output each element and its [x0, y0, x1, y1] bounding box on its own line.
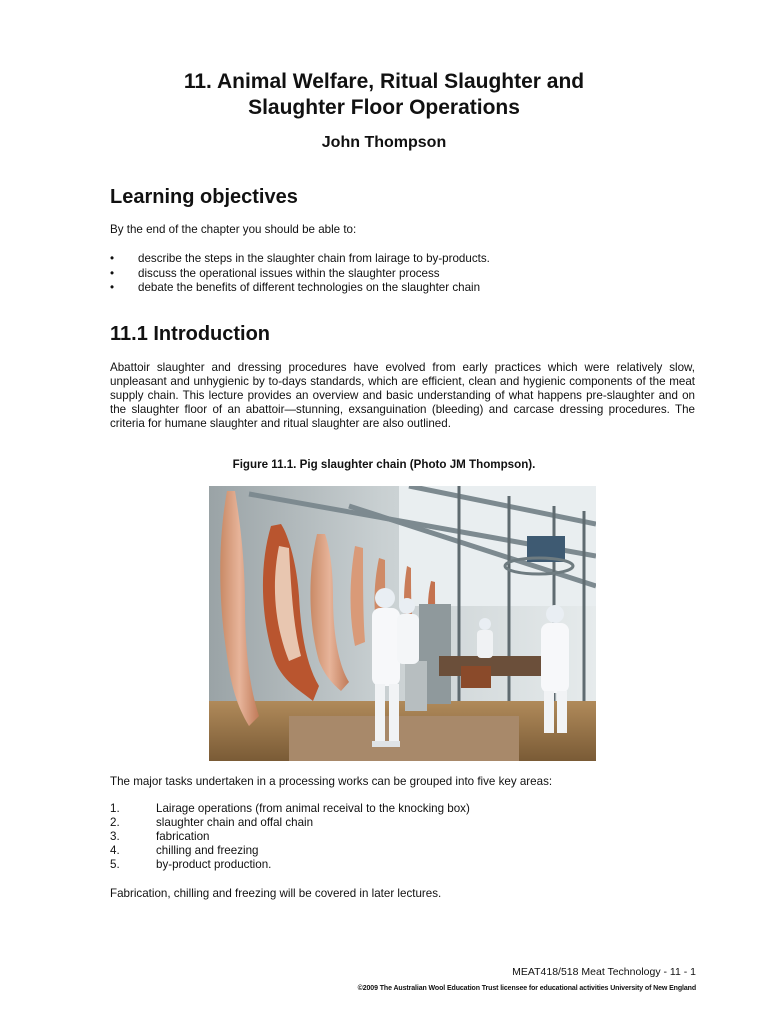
list-item	[110, 858, 695, 872]
list-item	[110, 830, 695, 844]
list-item-text: chilling and freezing	[156, 844, 259, 857]
tasks-intro: The major tasks undertaken in a processing works can be grouped into five key areas:	[110, 775, 553, 788]
chapter-title	[60, 69, 708, 121]
learning-objectives-list	[110, 252, 695, 296]
list-item	[110, 267, 695, 282]
list-item-text: slaughter chain and offal chain	[156, 816, 314, 829]
list-number: 2.	[110, 816, 120, 829]
list-item	[110, 802, 695, 816]
page-footer: MEAT418/518 Meat Technology - 11 - 1	[512, 966, 696, 978]
list-item	[110, 252, 695, 267]
list-item-text: by-product production.	[156, 858, 272, 871]
learning-objectives-heading: Learning objectives	[110, 186, 298, 208]
list-item	[110, 281, 695, 296]
bullet-glyph: •	[110, 281, 115, 294]
introduction-paragraph: Abattoir slaughter and dressing procedures have evolved from early practices which were relatively slow, unpleasant and unhygienic by to-days standards, which are efficient, clean and hygienic components of the meat supply chain. This lecture provides an overview and basic understanding of what happens pre-slaughter and on the slaughter floor of an abattoir—stunning, exsanguination (bleeding) and carcase dressing procedures. The criteria for humane slaughter and ritual slaughter are also outlined.	[110, 361, 695, 430]
list-number: 4.	[110, 844, 120, 857]
list-number: 1.	[110, 802, 120, 815]
list-item-text: debate the benefits of different technologies on the slaughter chain	[138, 281, 481, 294]
learning-objectives-intro: By the end of the chapter you should be able to:	[110, 223, 357, 236]
introduction-heading: 11.1 Introduction	[110, 323, 271, 345]
list-number: 3.	[110, 830, 120, 843]
bullet-glyph: •	[110, 252, 115, 265]
list-item-text: fabrication	[156, 830, 210, 843]
bullet-glyph: •	[110, 266, 115, 280]
key-areas-list	[110, 802, 695, 872]
list-item-text: discuss the operational issues within the slaughter process	[138, 266, 440, 280]
list-item-text: describe the steps in the slaughter chain from lairage to by-products.	[138, 252, 490, 265]
list-item	[110, 816, 695, 830]
list-item	[110, 844, 695, 858]
chapter-title-line-2: Slaughter Floor Operations	[248, 96, 520, 119]
chapter-author: John Thompson	[321, 134, 447, 151]
fabrication-note: Fabrication, chilling and freezing will be covered in later lectures.	[110, 887, 442, 900]
list-item-text: Lairage operations (from animal receival to the knocking box)	[156, 802, 470, 815]
figure-caption: Figure 11.1. Pig slaughter chain (Photo JM Thompson).	[232, 458, 536, 471]
chapter-title-line-1: 11. Animal Welfare, Ritual Slaughter and	[183, 70, 585, 93]
slaughter-chain-photo	[209, 486, 596, 761]
list-number: 5.	[110, 858, 120, 871]
copyright-notice: ©2009 The Australian Wool Education Trust licensee for educational activities University of New England	[357, 985, 696, 992]
slaughter-chain-illustration	[209, 486, 596, 761]
